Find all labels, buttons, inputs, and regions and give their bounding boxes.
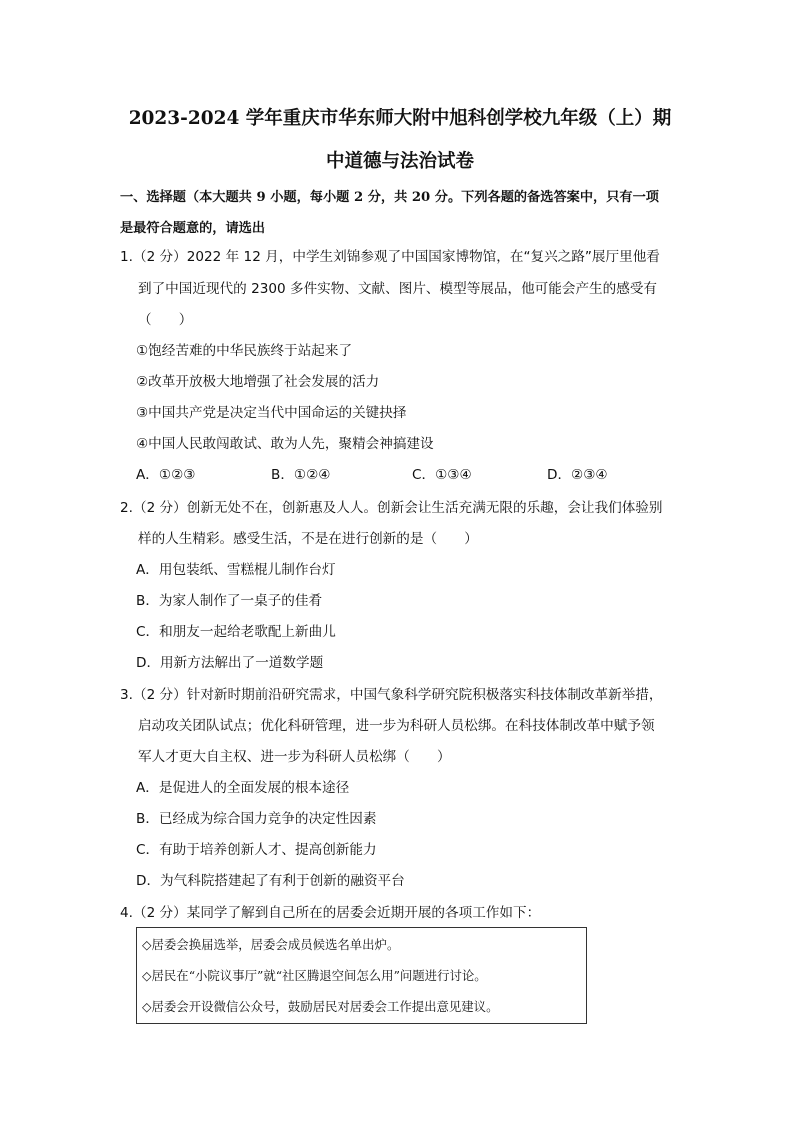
question-1-stem-line-2: 到了中国近现代的 2300 多件实物、文献、图片、模型等展品，他可能会产生的感受有	[138, 281, 658, 297]
question-1-answer-blank: （ ）	[138, 312, 193, 328]
question-1-option-c[interactable]: C．①③④	[412, 467, 472, 483]
material-item-2: ◇居民在“小院议事厅”就“社区腾退空间怎么用”问题进行讨论。	[142, 968, 487, 983]
section-heading-line-1: 一、选择题（本大题共 9 小题，每小题 2 分，共 20 分。下列各题的备选答案中，只有一项	[120, 190, 659, 205]
question-2-option-c[interactable]: C．和朋友一起给老歌配上新曲儿	[136, 624, 336, 640]
question-3-stem-line-3: 军人才更大自主权、进一步为科研人员松绑（ ）	[138, 749, 451, 765]
question-2-option-d[interactable]: D．用新方法解出了一道数学题	[136, 655, 324, 671]
question-1-statement-4: ④中国人民敢闯敢试、敢为人先，聚精会神搞建设	[136, 436, 434, 452]
question-4-stem-line-1: 4.（2 分）某同学了解到自己所在的居委会近期开展的各项工作如下：	[120, 905, 541, 921]
question-1-option-b[interactable]: B．①②④	[271, 467, 331, 483]
question-3-stem-line-2: 启动攻关团队试点；优化科研管理，进一步为科研人员松绑。在科技体制改革中赋予领	[138, 718, 655, 734]
question-1-statement-1: ①饱经苦难的中华民族终于站起来了	[136, 343, 353, 359]
question-1-option-a[interactable]: A．①②③	[136, 467, 196, 483]
question-2-option-a[interactable]: A．用包装纸、雪糕棍儿制作台灯	[136, 562, 336, 578]
material-item-3: ◇居委会开设微信公众号，鼓励居民对居委会工作提出意见建议。	[142, 999, 499, 1014]
question-3-option-d[interactable]: D．为气科院搭建起了有利于创新的融资平台	[136, 873, 405, 889]
question-4-material-box	[136, 927, 587, 1024]
question-2-stem-line-2: 样的人生精彩。感受生活，不是在进行创新的是（ ）	[138, 531, 478, 547]
question-3-option-a[interactable]: A．是促进人的全面发展的根本途径	[136, 780, 350, 796]
question-3-option-c[interactable]: C．有助于培养创新人才、提高创新能力	[136, 842, 377, 858]
exam-title-line-1: 2023-2024 学年重庆市华东师大附中旭科创学校九年级（上）期	[128, 108, 672, 129]
exam-title-line-2: 中道德与法治试卷	[325, 151, 474, 172]
question-1-option-d[interactable]: D．②③④	[547, 467, 608, 483]
question-3-option-b[interactable]: B．已经成为综合国力竞争的决定性因素	[136, 811, 377, 827]
material-item-1: ◇居委会换届选举，居委会成员候选名单出炉。	[142, 937, 400, 952]
question-2-option-b[interactable]: B．为家人制作了一桌子的佳肴	[136, 593, 323, 609]
section-heading-line-2: 是最符合题意的，请选出	[120, 221, 266, 236]
question-1-statement-3: ③中国共产党是决定当代中国命运的关键抉择	[136, 405, 407, 421]
question-3-stem-line-1: 3.（2 分）针对新时期前沿研究需求，中国气象科学研究院积极落实科技体制改革新举措，	[120, 687, 663, 703]
question-2-stem-line-1: 2.（2 分）创新无处不在，创新惠及人人。创新会让生活充满无限的乐趣，会让我们体验别	[120, 500, 663, 516]
question-1-stem-line-1: 1.（2 分）2022 年 12 月，中学生刘锦参观了中国国家博物馆，在“复兴之路”展厅里他看	[120, 249, 660, 265]
question-1-statement-2: ②改革开放极大地增强了社会发展的活力	[136, 374, 380, 390]
